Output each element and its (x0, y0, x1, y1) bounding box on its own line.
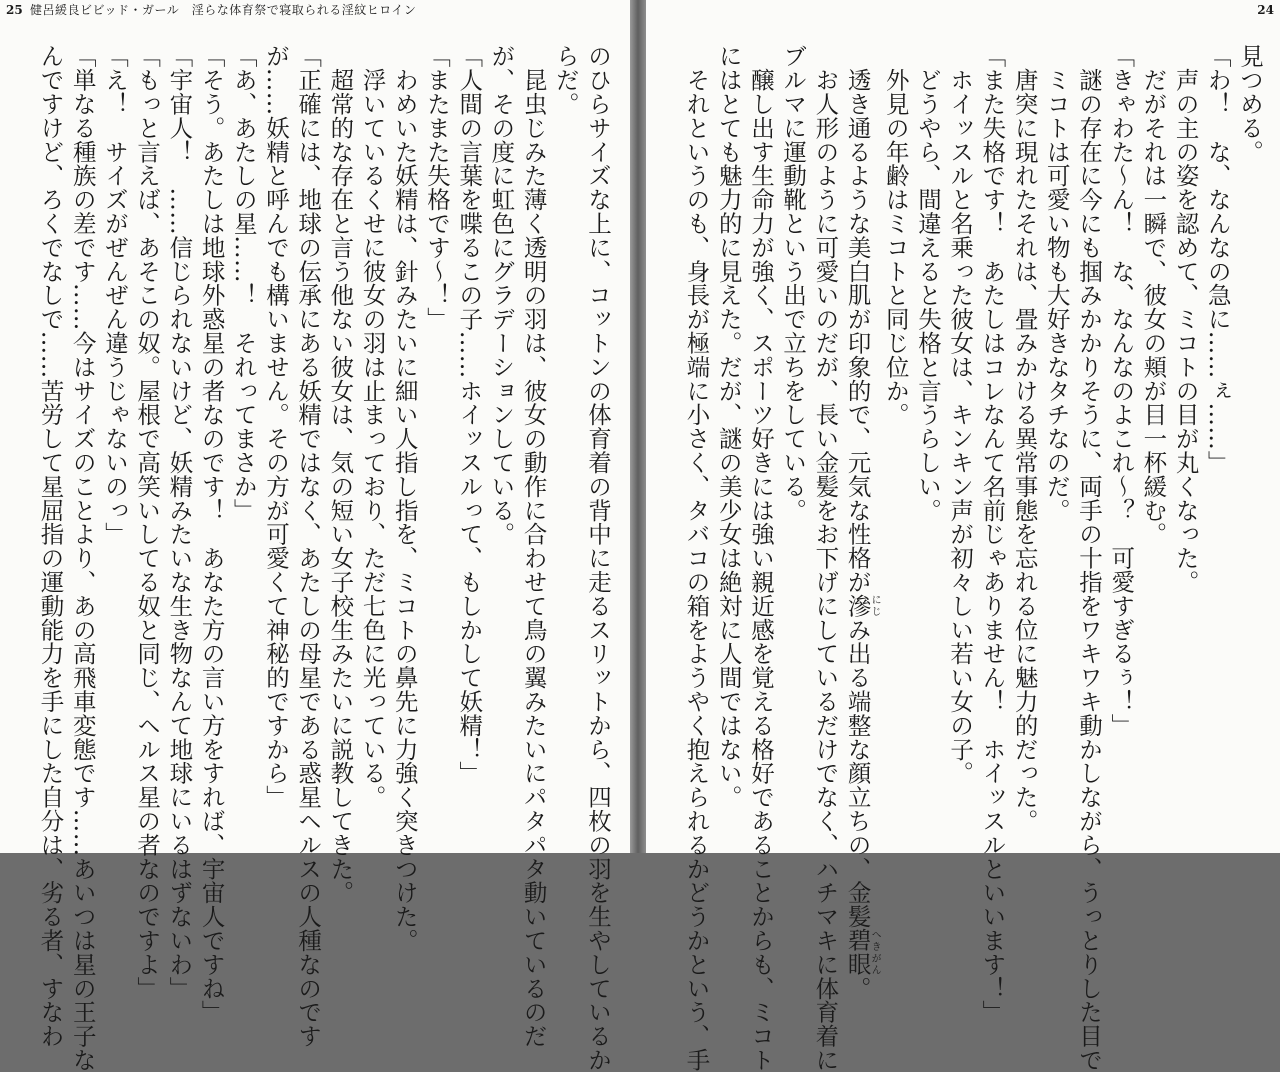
book-gutter (630, 0, 646, 853)
text-line: ホイッスルと名乗った彼女は、キンキン声が初々しい若い女の子。 (946, 44, 975, 785)
text-line: ブルマに運動靴という出で立ちをしている。 (779, 44, 808, 522)
text-line: だがそれは一瞬で、彼女の頬が目一杯緩む。 (1139, 44, 1168, 546)
text-line: が……妖精と呼んでも構いません。その方が可愛くて神秘的ですから」 (261, 44, 290, 809)
text-line: 「え！ サイズがぜんぜん違うじゃないのっ」 (100, 44, 129, 546)
text-line: 昆虫じみた薄く透明の羽は、彼女の動作に合わせて鳥の翼みたいにパタパタ動いているのだ (519, 44, 548, 1048)
text-line: 声の主の姿を認めて、ミコトの目が丸くなった。 (1171, 44, 1200, 594)
text-line: 「またまた失格です～！」 (422, 44, 451, 331)
text-line: らだ。 (551, 44, 580, 116)
left-page-number: 25 (6, 3, 23, 17)
text-line: 浮いているくせに彼女の羽は止まっており、ただ七色に光っている。 (358, 44, 387, 809)
text-line: 「そう。あたしは地球外惑星の者なのです！ あなた方の言い方をすれば、宇宙人ですね」 (197, 44, 226, 1024)
text-line: 見つめる。 (1236, 44, 1264, 164)
text-line: 「また失格です！ あたしはコレなんて名前じゃありません！ ホイッスルといいます！」 (978, 44, 1007, 1024)
right-page-body (660, 44, 1266, 1072)
text-line: 「単なる種族の差です……今はサイズのことより、あの高飛車変態です……あいつは星の王子な (68, 44, 97, 1072)
text-line: どうやら、間違えると失格と言うらしい。 (913, 44, 942, 522)
text-line: わめいた妖精は、針みたいに細い人指し指を、ミコトの鼻先に力強く突きつけた。 (390, 44, 419, 953)
text-line: にはとても魅力的に見えた。だが、謎の美少女は絶対に人間ではない。 (714, 44, 743, 809)
text-line: 唐突に現れたそれは、畳みかける異常事態を忘れる位に魅力的だった。 (1010, 44, 1039, 833)
text-line: 超常的な存在と言う他ない彼女は、気の短い女子校生みたいに説教してきた。 (326, 44, 355, 905)
text-line: のひらサイズな上に、コットンの体育着の背中に走るスリットから、四枚の羽を生やしているか (584, 44, 612, 1072)
text-line: 「きゃわた～ん！ な、なんなのよこれ～？ 可愛すぎるぅ！」 (1107, 44, 1136, 738)
left-page-body (16, 44, 614, 1072)
text-line: それというのも、身長が極端に小さく、タバコの箱をようやく抱えられるかどうかという、手 (682, 44, 711, 1072)
text-line: お人形のように可愛いのだが、長い金髪をお下げにしているだけでなく、ハチマキに体育着に (811, 44, 840, 1072)
text-line: 「人間の言葉を喋るこの子……ホイッスルって、もしかして妖精！」 (455, 44, 484, 785)
text-line: ミコトは可愛い物も大好きなタチなのだ。 (1042, 44, 1071, 522)
ruby-line-part-3: 。 (843, 976, 872, 1001)
ruby-hekigan: 碧眼へきがん (843, 928, 881, 977)
text-line: んですけど、ろくでなしで……苦労して星屈指の運動能力を手にした自分は、劣る者、すなわ (36, 44, 65, 1048)
right-page (646, 0, 1280, 1072)
ruby-niji: 滲にじ (843, 593, 881, 618)
right-page-number: 24 (1257, 3, 1274, 17)
left-page (0, 0, 630, 1072)
text-line-with-ruby (841, 44, 881, 1001)
text-line: 「わ！ な、なんなの急に……ぇ……」 (1203, 44, 1232, 475)
text-line: 「宇宙人！ ……信じられないけど、妖精みたいな生き物なんて地球にいるはずないわ」 (165, 44, 194, 1000)
text-line: 「あ、あたしの星……！ それってまさか」 (229, 44, 258, 522)
text-line: が、その度に虹色にグラデーションしている。 (487, 44, 516, 546)
running-head: 健呂緩良ビビッド・ガール 淫らな体育祭で寝取られる淫紋ヒロイン (30, 3, 417, 17)
text-line: 外見の年齢はミコトと同じ位か。 (881, 44, 910, 427)
text-line: 醸し出す生命力が強く、スポーツ好きには強い親近感を覚える格好であることからも、ミコト (746, 44, 775, 1072)
text-line: 「もっと言えば、あそこの奴。屋根で高笑いしてる奴と同じ、ヘルス星の者なのですよ」 (133, 44, 162, 1000)
ruby-line-part-1: 透き通るような美白肌が印象的で、元気な性格が (843, 44, 872, 594)
text-line: 謎の存在に今にも掴みかかりそうに、両手の十指をワキワキ動かしながら、うっとりした目で (1074, 44, 1103, 1072)
text-line: 「正確には、地球の伝承にある妖精ではなく、あたしの母星である惑星ヘルスの人種なのです (294, 44, 323, 1048)
ruby-line-part-2: み出る端整な顔立ちの、金髪 (843, 617, 872, 929)
